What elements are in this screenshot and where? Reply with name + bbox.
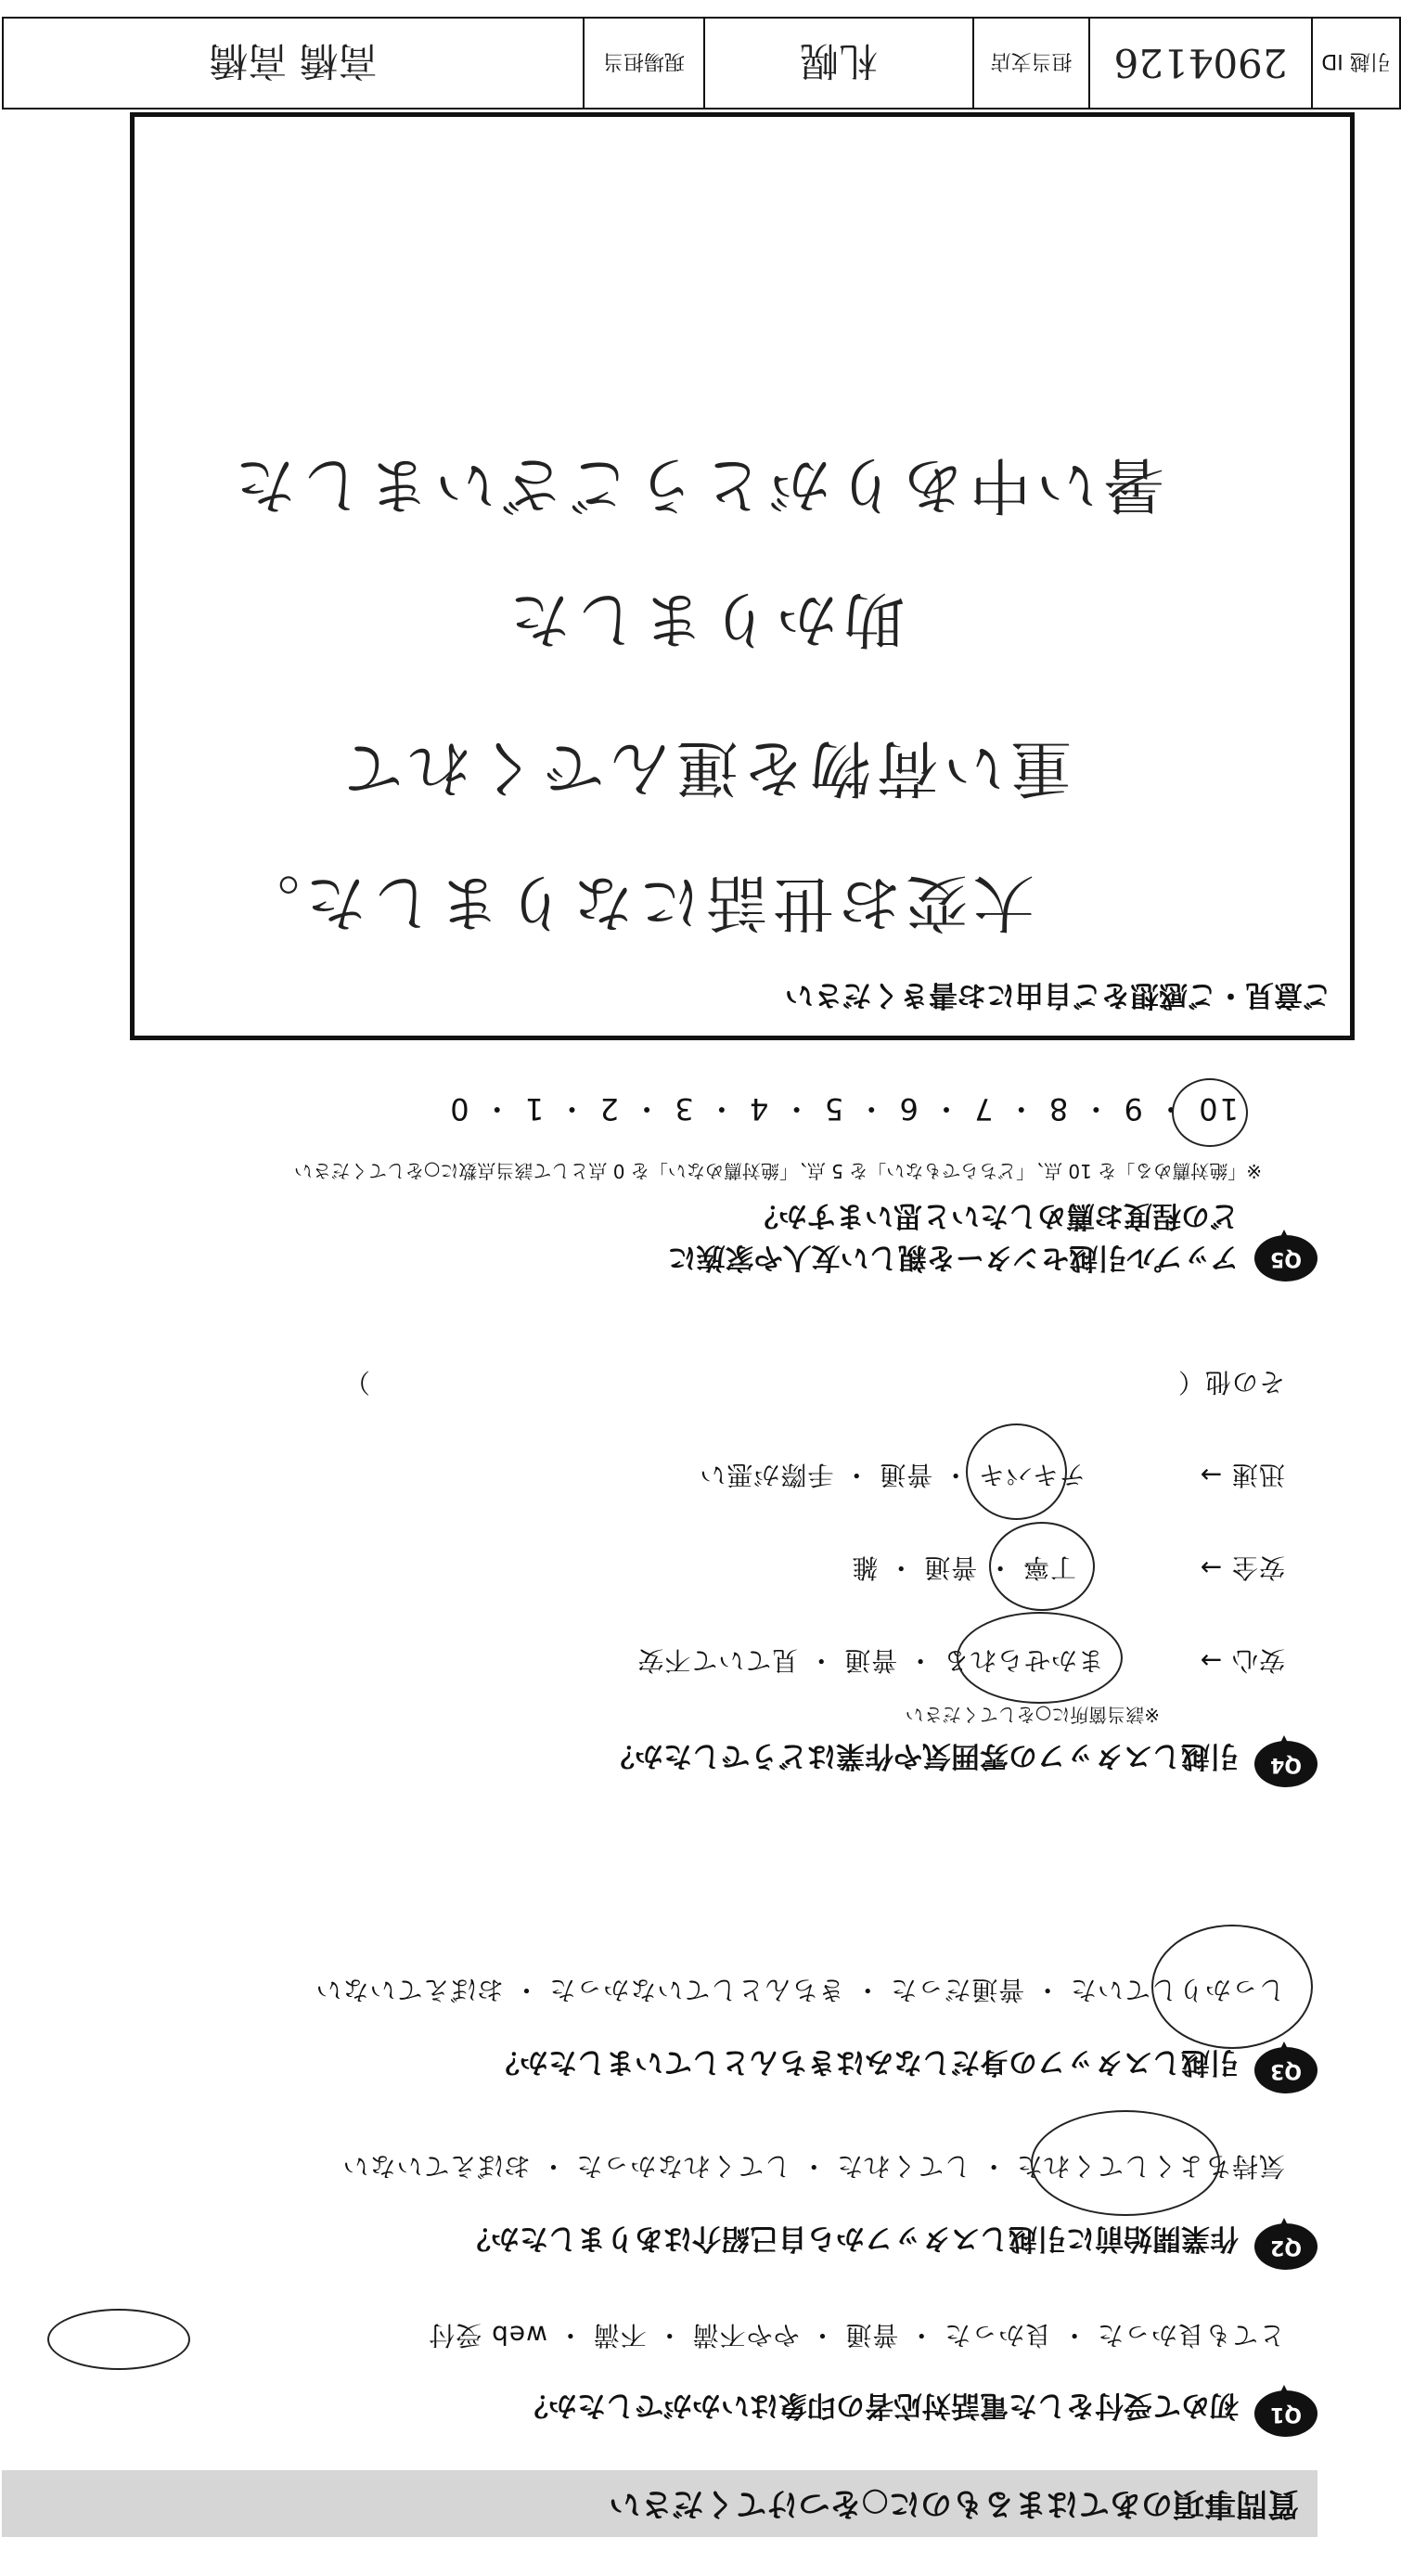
q4-row-options: 丁寧 ・ 普通 ・ 雑 [851,1552,1076,1583]
q5-answer-circle [1172,1078,1248,1147]
footer-table [2,17,1401,109]
id-value: 2904126 [1113,40,1288,86]
id-label: 引越 ID [1321,49,1391,73]
q4-row-options: テキパキ ・ 普通 ・ 手際が悪い [699,1460,1086,1490]
q3-question: 引越しスタッフの身だしなみはきちんとしていましたか？ [491,2045,1239,2079]
comment-line: 助かりました [504,584,905,655]
q4-other: その他（ ） [342,1367,1285,1397]
q2-badge: Q2 [1254,2223,1317,2270]
q4-badge: Q4 [1254,1741,1317,1787]
comment-line: 暑い中ありがとうございました [229,449,1164,521]
branch-value-cell [703,19,972,108]
q2-question: 作業開始前に引越しスタッフから自己紹介はありましたか？ [462,2222,1239,2255]
q5-question-line2: どの程度お薦めしたいと思いますか？ [750,1199,1239,1232]
q5-question-line1: アップル引越センターを親しい友人や家族に [667,1241,1239,1274]
q4-row-options: まかせられる ・ 普通 ・ 見ていて不安 [636,1645,1104,1676]
q5-scale: 10 ・ 9 ・ 8 ・ 7 ・ 6 ・ 5 ・ 4 ・ 3 ・ 2 ・ 1 ・ 0 [448,1091,1239,1127]
staff-label-cell [583,19,703,108]
comment-line: 重い荷物を運んでくれて [337,732,1072,804]
q1-answer-circle [47,2309,190,2370]
branch-label: 担当支店 [990,49,1073,73]
q4-question: 引越しスタッフの雰囲気や作業はどうでしたか？ [606,1739,1239,1772]
id-label-cell [1311,19,1399,108]
q3-badge: Q3 [1254,2047,1317,2093]
q5-badge: Q5 [1254,1235,1317,1282]
q2-answer-circle [1031,2110,1220,2216]
comment-line: 大変お世話になりました。 [233,867,1035,938]
q4-row-label: 迅速 → [1199,1460,1285,1490]
q3-answer-circle [1151,1925,1313,2049]
q4-note: ※該当箇所に○をしてください [905,1704,1160,1726]
q4-row3-answer-circle [966,1423,1067,1520]
branch-label-cell [972,19,1088,108]
staff-value-cell [4,19,583,108]
comment-title: ご意見・ご感想をご自由にお書きください [785,978,1331,1011]
q2-options: 気持ちよくしてくれた ・ してくれた ・ してくれなかった ・ おぼえていない [341,2151,1285,2182]
q1-options: とても良かった ・ 良かった ・ 普通 ・ やや不満 ・ 不満 ・ web 受付 [428,2320,1285,2351]
q1-question: 初めて受付をした電話対応者の印象はいかがでしたか？ [520,2389,1239,2422]
q1-badge: Q1 [1254,2390,1317,2437]
q5-note: ※「絶対薦める」を 10 点、「どちらでもない」を 5 点、「絶対薦めない」を 0 点として該当点数に○をしてください [293,1160,1262,1182]
q3-options: しっかりしていた ・ 普通だった ・ きちんとしていなかった ・ おぼえていない [315,1975,1285,2005]
staff-value: 高橋 高橋 [209,38,378,84]
comment-box [130,112,1355,1040]
branch-value: 札幌 [800,38,879,84]
q4-row-label: 安心 → [1199,1645,1285,1676]
staff-label: 現場担当 [603,49,686,73]
instruction-banner: 質問事項のあてはまるものに○をつけてください [2,2470,1317,2537]
q4-row-label: 安全 → [1199,1552,1285,1583]
q4-row2-answer-circle [989,1522,1095,1611]
q4-row1-answer-circle [957,1612,1123,1704]
id-value-cell [1088,19,1311,108]
